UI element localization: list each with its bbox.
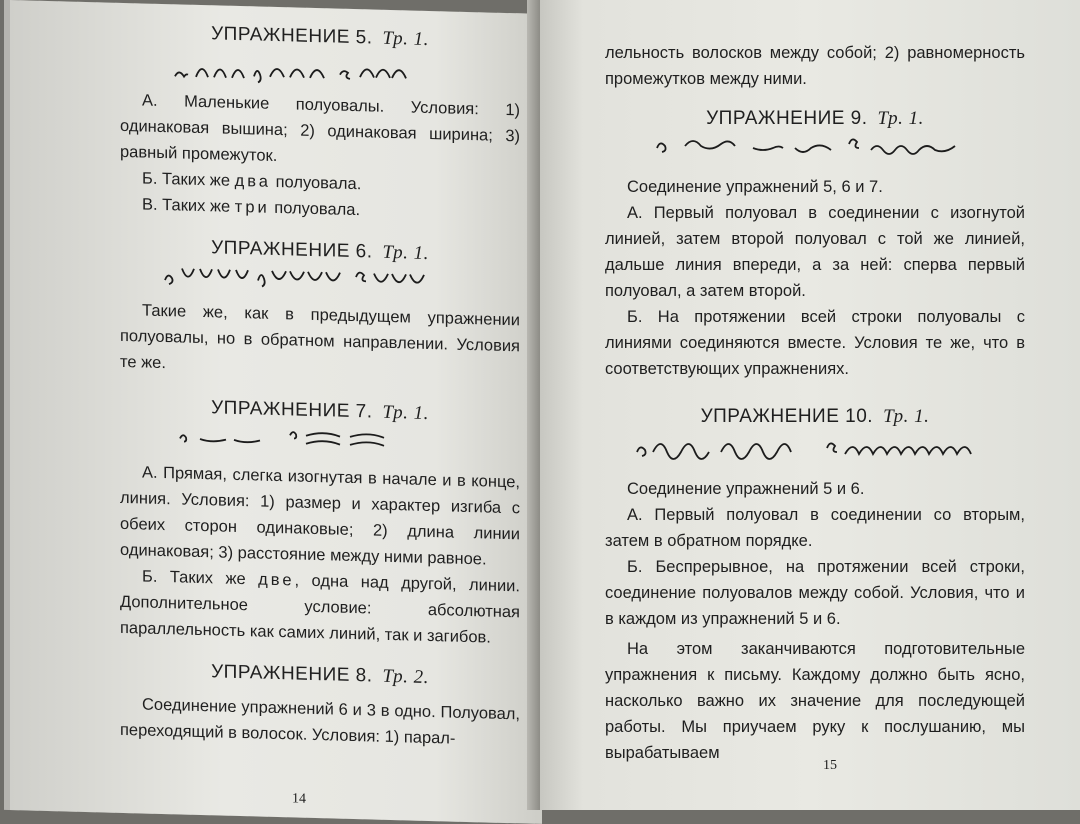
exercise-8-heading [120, 659, 520, 691]
exercise-5-item-c-prefix: В. Таких же [142, 195, 235, 216]
exercise-10-intro: Соединение упражнений 5 и 6. [627, 480, 865, 498]
exercise-5-pattern [170, 44, 470, 92]
exercise-6-text: Такие же, как в предыдущем упражнении полуовалы, но в обратном направлении. Условия те же. [120, 301, 520, 373]
exercise-10-item-a: А. Первый полуовал в соединении со вторым, затем в обратном порядке. [605, 506, 1025, 550]
exercise-5-item-a: А. Маленькие полуовалы. Условия: 1) одинаковая вышина; 2) одинаковая ширина; 3) равный промежуток. [120, 91, 520, 166]
exercise-6-pattern [160, 258, 480, 300]
exercise-8-title: УПРАЖНЕНИЕ 8. [211, 661, 373, 687]
exercise-9-track: Тр. 1. [877, 108, 924, 129]
exercise-9-pattern [635, 130, 995, 164]
exercise-7-title: УПРАЖНЕНИЕ 7. [211, 397, 373, 423]
exercise-7-item-b-prefix: Б. Таких же [142, 567, 259, 589]
exercise-8-text: Соединение упражнений 6 и 3 в одно. Полуовал, переходящий в волосок. Условия: 1) парал- [120, 695, 520, 748]
exercise-10-pattern [625, 428, 1005, 468]
left-page [10, 0, 542, 824]
exercise-7-item-b-suffix: , одна над другой, линии. Дополнительное условие: абсолютная параллельность как самих линий, так и загибов. [120, 571, 520, 647]
exercise-7-item-b [120, 563, 520, 651]
exercise-10-item-b: Б. Беспрерывное, на протяжении всей строки, соединение полуовалов между собой. Условия, что и в каждом из упражнений 5 и 6. [605, 558, 1025, 628]
right-page-content [605, 40, 1025, 766]
exercise-10-heading [605, 406, 1025, 428]
exercise-10-title: УПРАЖНЕНИЕ 10. [700, 406, 874, 427]
exercise-5-item-b-suffix: полуовала. [270, 172, 362, 194]
exercise-7-pattern [160, 418, 480, 460]
exercise-8-track: Тр. 2. [382, 665, 429, 688]
exercise-5-track: Тр. 1. [382, 27, 429, 50]
exercise-9-item-a: А. Первый полуовал в соединении с изогнутой линией, затем второй полуовал с той же линией, дальше линия впереди, а за ней: сперва первый полуовал, а затем второй. [605, 204, 1025, 300]
left-page-number: 14 [292, 791, 306, 807]
carry-over-text: лельность волосков между собой; 2) равномерность промежутков между ними. [605, 44, 1025, 88]
exercise-9-title: УПРАЖНЕНИЕ 9. [706, 108, 868, 129]
exercise-6-title: УПРАЖНЕНИЕ 6. [211, 237, 373, 263]
exercise-7-item-a: А. Прямая, слегка изогнутая в начале и в конце, линия. Условия: 1) размер и характер изгиба с обеих сторон одинаковые; 2) длина линии одинаковая; 3) расстояние между ними равное. [120, 463, 520, 569]
left-page-content [120, 17, 520, 753]
exercise-5-title: УПРАЖНЕНИЕ 5. [211, 23, 373, 49]
closing-paragraph: На этом заканчиваются подготовительные упражнения к письму. Каждому должно быть ясно, насколько важно их значение для последующей работы. Мы приучаем руку к послушанию, мы вырабатываем [605, 640, 1025, 762]
exercise-9-item-b: Б. На протяжении всей строки полуовалы с линиями соединяются вместе. Условия те же, что в соответствующих упражнениях. [605, 308, 1025, 378]
exercise-5-item-b-prefix: Б. Таких же [142, 169, 235, 190]
exercise-5-item-c-spaced: три [234, 197, 270, 217]
exercise-7-track: Тр. 1. [382, 401, 429, 424]
exercise-9-heading [605, 108, 1025, 130]
exercise-5-item-b-spaced: два [234, 171, 271, 191]
right-page [540, 0, 1080, 810]
exercise-10-track: Тр. 1. [883, 406, 930, 427]
exercise-9-intro: Соединение упражнений 5, 6 и 7. [627, 178, 883, 196]
exercise-7-item-b-spaced: две [258, 570, 295, 590]
exercise-5-item-c-suffix: полуовала. [269, 198, 361, 220]
right-page-number: 15 [823, 758, 837, 773]
exercise-6-track: Тр. 1. [382, 241, 429, 264]
